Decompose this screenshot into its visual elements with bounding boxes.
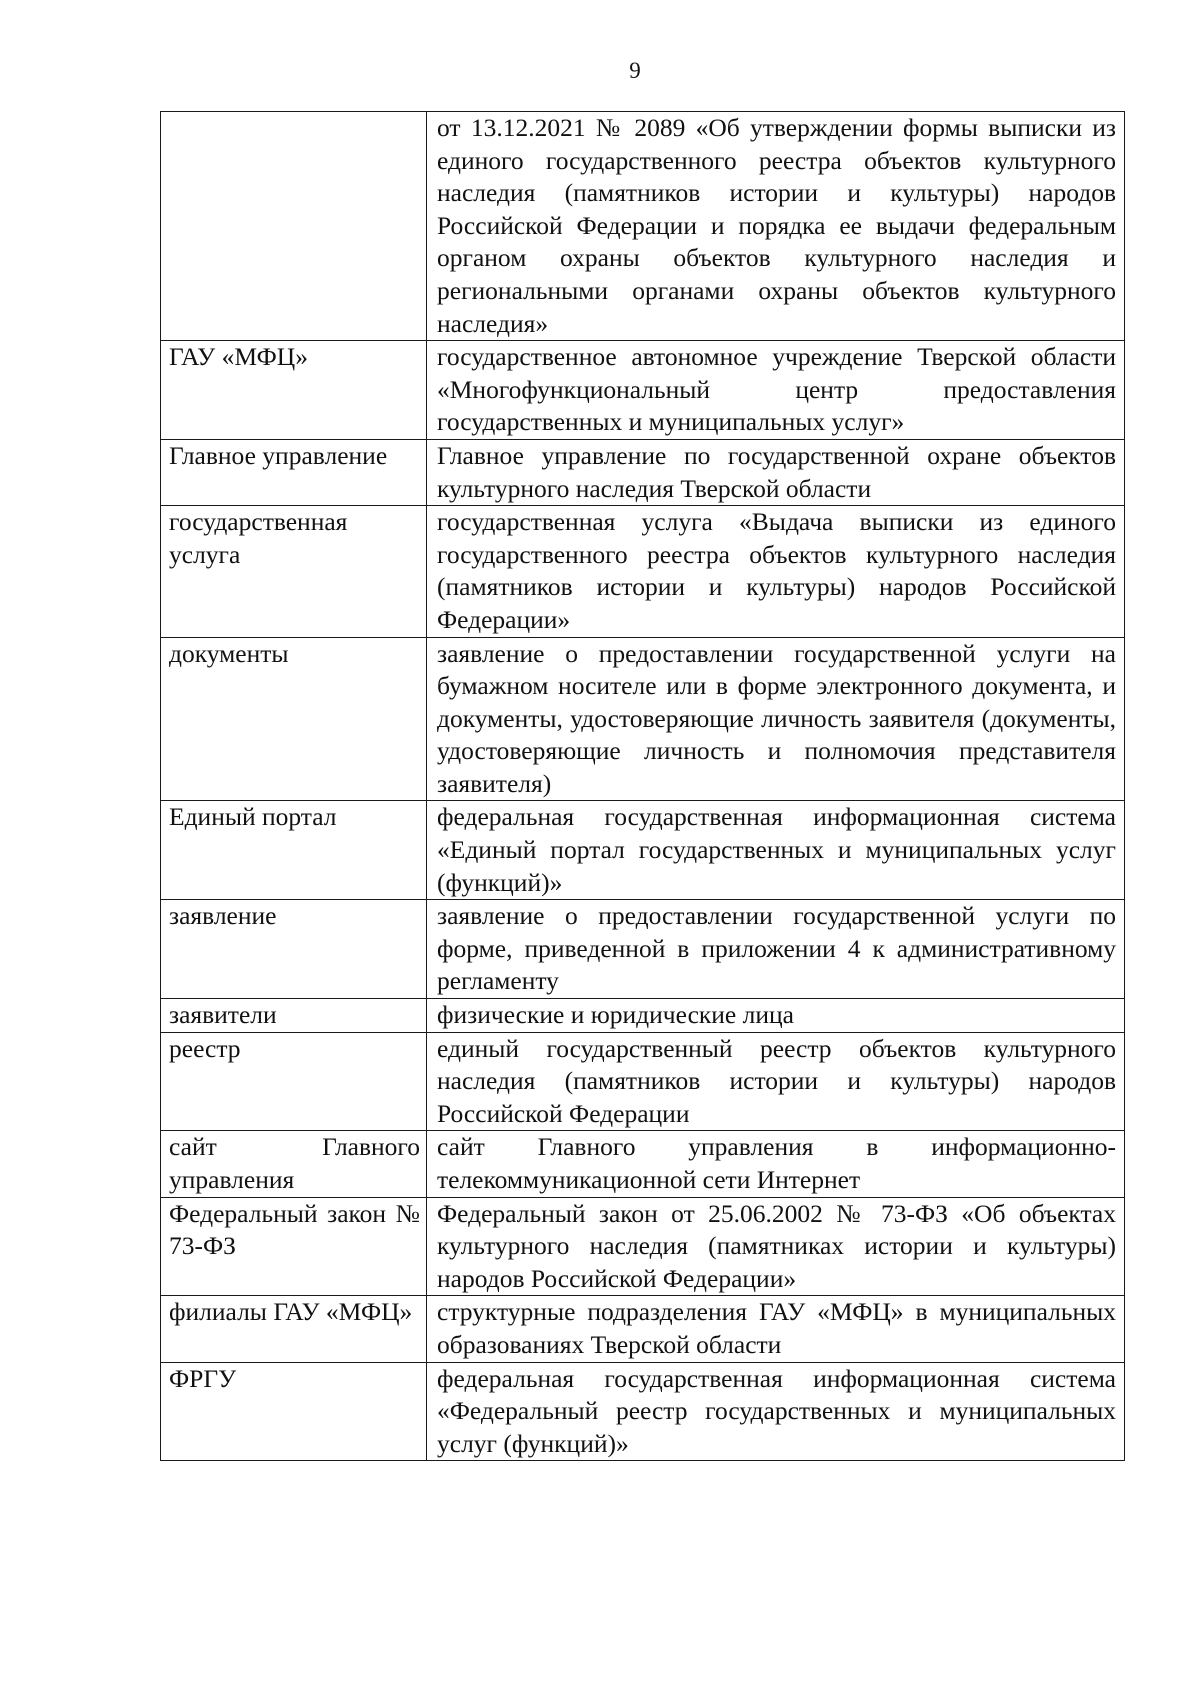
definition-cell: структурные подразделения ГАУ «МФЦ» в муниципальных образованиях Тверской области	[427, 1296, 1125, 1362]
term-cell: документы	[161, 637, 427, 801]
definition-cell: сайт Главного управления в информационно-телекоммуникационной сети Интернет	[427, 1131, 1125, 1197]
table-row	[161, 1296, 1125, 1362]
term-cell: Главное управление	[161, 439, 427, 505]
definition-cell: Федеральный закон от 25.06.2002 № 73-ФЗ «Об объектах культурного наследия (памятниках истории и культуры) народов Российской Федерации»	[427, 1197, 1125, 1296]
table-row	[161, 1131, 1125, 1197]
term-cell: ФРГУ	[161, 1362, 427, 1461]
table-row	[161, 999, 1125, 1033]
definition-cell: Главное управление по государственной охране объектов культурного наследия Тверской области	[427, 439, 1125, 505]
table-row	[161, 439, 1125, 505]
page-number: 9	[629, 58, 641, 83]
definition-cell: государственное автономное учреждение Тверской области «Многофункциональный центр предоставления государственных и муниципальных услуг»	[427, 341, 1125, 440]
table-row	[161, 900, 1125, 999]
term-cell: государственная услуга	[161, 506, 427, 637]
definition-cell: единый государственный реестр объектов культурного наследия (памятников истории и культуры) народов Российской Федерации	[427, 1032, 1125, 1131]
table-row	[161, 506, 1125, 637]
definition-cell: федеральная государственная информационная система «Федеральный реестр государственных и муниципальных услуг (функций)»	[427, 1362, 1125, 1461]
term-cell: Федеральный закон № 73-ФЗ	[161, 1197, 427, 1296]
table-row	[161, 801, 1125, 900]
table-row	[161, 1362, 1125, 1461]
table-row	[161, 637, 1125, 801]
term-cell: Единый портал	[161, 801, 427, 900]
definition-cell: заявление о предоставлении государственной услуги на бумажном носителе или в форме электронного документа, и документы, удостоверяющие личность заявителя (документы, удостоверяющие личность и полномочия представителя заявителя)	[427, 637, 1125, 801]
table-row	[161, 112, 1125, 341]
table-row	[161, 1032, 1125, 1131]
definition-cell: физические и юридические лица	[427, 999, 1125, 1033]
definition-cell: заявление о предоставлении государственной услуги по форме, приведенной в приложении 4 к административному регламенту	[427, 900, 1125, 999]
term-cell: реестр	[161, 1032, 427, 1131]
glossary-table	[160, 111, 1125, 1461]
definition-cell: федеральная государственная информационная система «Единый портал государственных и муниципальных услуг (функций)»	[427, 801, 1125, 900]
term-cell: сайт Главного управления	[161, 1131, 427, 1197]
term-cell	[161, 112, 427, 341]
term-cell: заявители	[161, 999, 427, 1033]
table-row	[161, 341, 1125, 440]
table-row	[161, 1197, 1125, 1296]
definition-cell: государственная услуга «Выдача выписки из единого государственного реестра объектов культурного наследия (памятников истории и культуры) народов Российской Федерации»	[427, 506, 1125, 637]
definition-cell: от 13.12.2021 № 2089 «Об утверждении формы выписки из единого государственного реестра объектов культурного наследия (памятников истории и культуры) народов Российской Федерации и порядка ее выдачи федеральным органом охраны объектов культурного наследия и региональными органами охраны объектов культурного наследия»	[427, 112, 1125, 341]
term-cell: заявление	[161, 900, 427, 999]
term-cell: ГАУ «МФЦ»	[161, 341, 427, 440]
term-cell: филиалы ГАУ «МФЦ»	[161, 1296, 427, 1362]
